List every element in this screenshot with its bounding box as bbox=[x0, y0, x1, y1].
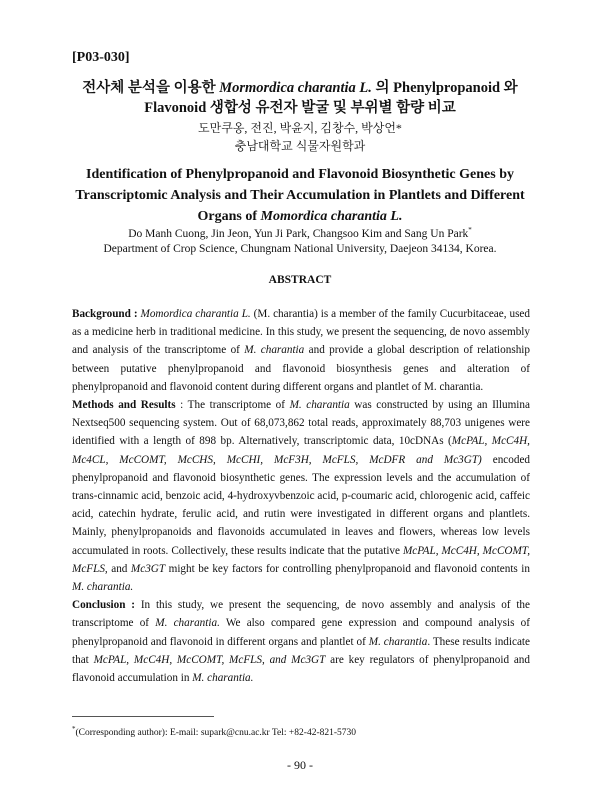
background-label: Background : bbox=[72, 308, 138, 320]
cc-species-3: M. charantia. bbox=[192, 672, 254, 685]
corresponding-mark: * bbox=[468, 226, 472, 234]
footnote-mark: * bbox=[72, 725, 76, 733]
korean-title-line-1 bbox=[0, 76, 600, 97]
cc-text-3: . These results indicate that bbox=[72, 635, 530, 666]
english-title-line-2: Transcriptomic Analysis and Their Accumulation in Plantlets and Different bbox=[75, 188, 525, 203]
english-title-species: Momordica charantia L. bbox=[260, 209, 403, 224]
english-authors-names: Do Manh Cuong, Jin Jeon, Yun Ji Park, Changsoo Kim and Sang Un Park bbox=[128, 227, 469, 240]
cc-text-1: In this study, we present the sequencing, de novo assembly and analysis of the transcriptome of bbox=[72, 599, 530, 630]
korean-title-species: Mormordica charantia L. bbox=[219, 80, 372, 96]
mr-text-3: encoded phenylpropanoid and flavonoid biosynthetic genes. The expression levels and the accumulation of trans-cinnamic acid, benzoic acid, 4-hydroxyvbenzoic acid, p-coumaric acid, chlorogenic acid, caffeic acid, catechin hydrate, ferulic acid, and rutin were investigated in different organs and plantlets. Mainly, phenylpropanoids and flavonoids accumulated in leaves and flowers, whereas low levels accumulated in roots. Collectively, these results indicate that the putative bbox=[72, 453, 531, 557]
cc-text-2: We also compared gene expression and compound analysis of phenylpropanoid and flavonoid in different organs and plantlet of bbox=[72, 617, 530, 648]
footnote-text: (Corresponding author): E-mail: supark@cnu.ac.kr Tel: +82-42-821-5730 bbox=[75, 728, 357, 739]
mr-species: M. charantia bbox=[289, 399, 350, 412]
cc-species: M. charantia. bbox=[155, 617, 220, 630]
conclusion-label: Conclusion : bbox=[72, 599, 136, 612]
cc-text-4: are key regulators of phenylpropanoid and flavonoid accumulation in bbox=[72, 653, 530, 685]
mr-key-genes: McPAL, McC4H, McCOMT, McFLS, bbox=[72, 544, 530, 575]
methods-results-label: Methods and Results bbox=[72, 399, 176, 412]
english-title-line-3 bbox=[60, 206, 540, 227]
conclusion-paragraph bbox=[72, 596, 530, 687]
footnote-divider bbox=[72, 716, 214, 717]
footnote bbox=[72, 725, 356, 738]
korean-affiliation: 충남대학교 식물자원학과 bbox=[234, 139, 366, 153]
cc-key-genes: McPAL, McC4H, McCOMT, McFLS, and Mc3GT bbox=[93, 653, 326, 666]
korean-title-text-a: 전사체 분석을 이용한 bbox=[82, 80, 216, 96]
mr-and: and bbox=[107, 562, 131, 575]
english-title-line-1: Identification of Phenylpropanoid and Flavonoid Biosynthetic Genes by bbox=[86, 167, 514, 182]
bg-text-1: (M. charantia) is a member of the family Cucurbitaceae, used as a medicine herb in traditional medicine. In this study, we present the sequencing, de novo assembly and analysis of the transcriptome of bbox=[72, 308, 530, 357]
english-title-text: Organs of bbox=[197, 209, 258, 224]
bg-species: Momordica charantia L. bbox=[140, 308, 251, 320]
bg-species-2: M. charantia bbox=[244, 344, 305, 357]
abstract-heading: ABSTRACT bbox=[268, 274, 332, 286]
cc-species-2: M. charantia bbox=[368, 635, 428, 648]
korean-title-text-c: 의 Phenylpropanoid 와 bbox=[375, 80, 518, 96]
mr-gene-list: McPAL, McC4H, Mc4CL, McCOMT, McCHS, McCHI, McF3H, McFLS, McDFR and Mc3GT) bbox=[72, 435, 530, 466]
english-authors bbox=[0, 226, 600, 240]
english-affiliation: Department of Crop Science, Chungnam National University, Daejeon 34134, Korea. bbox=[103, 243, 497, 255]
abstract-body bbox=[72, 305, 530, 687]
poster-code: [P03-030] bbox=[72, 50, 130, 65]
korean-title-line-2: Flavonoid 생합성 유전자 발굴 및 부위별 함량 비교 bbox=[144, 100, 456, 116]
page-number: - 90 - bbox=[287, 758, 313, 772]
mr-text-4: might be key factors for controlling phenylpropanoid and flavonoid contents in bbox=[165, 562, 530, 575]
methods-results-paragraph bbox=[72, 396, 530, 596]
background-paragraph bbox=[72, 305, 530, 396]
mr-gene-mc3gt: Mc3GT bbox=[130, 562, 166, 575]
korean-authors: 도만쿠옹, 전진, 박윤지, 김창수, 박상언* bbox=[198, 121, 402, 135]
mr-text-1: : The transcriptome of bbox=[175, 399, 290, 412]
mr-text-2: was constructed by using an Illumina Nextseq500 sequencing system. Out of 68,073,862 total reads, approximately 88,703 unigenes were identified with a length of 898 bp. Alternatively, transcriptomic data, 10cDNAs ( bbox=[72, 399, 530, 448]
bg-text-2: and provide a global description of relationship between putative phenylpropanoid and flavonoid biosynthesis genes and alteration of phenylpropanoid and flavonoid content during different organs and plantlet of M. charantia. bbox=[72, 344, 530, 393]
mr-species-2: M. charantia. bbox=[72, 581, 134, 594]
